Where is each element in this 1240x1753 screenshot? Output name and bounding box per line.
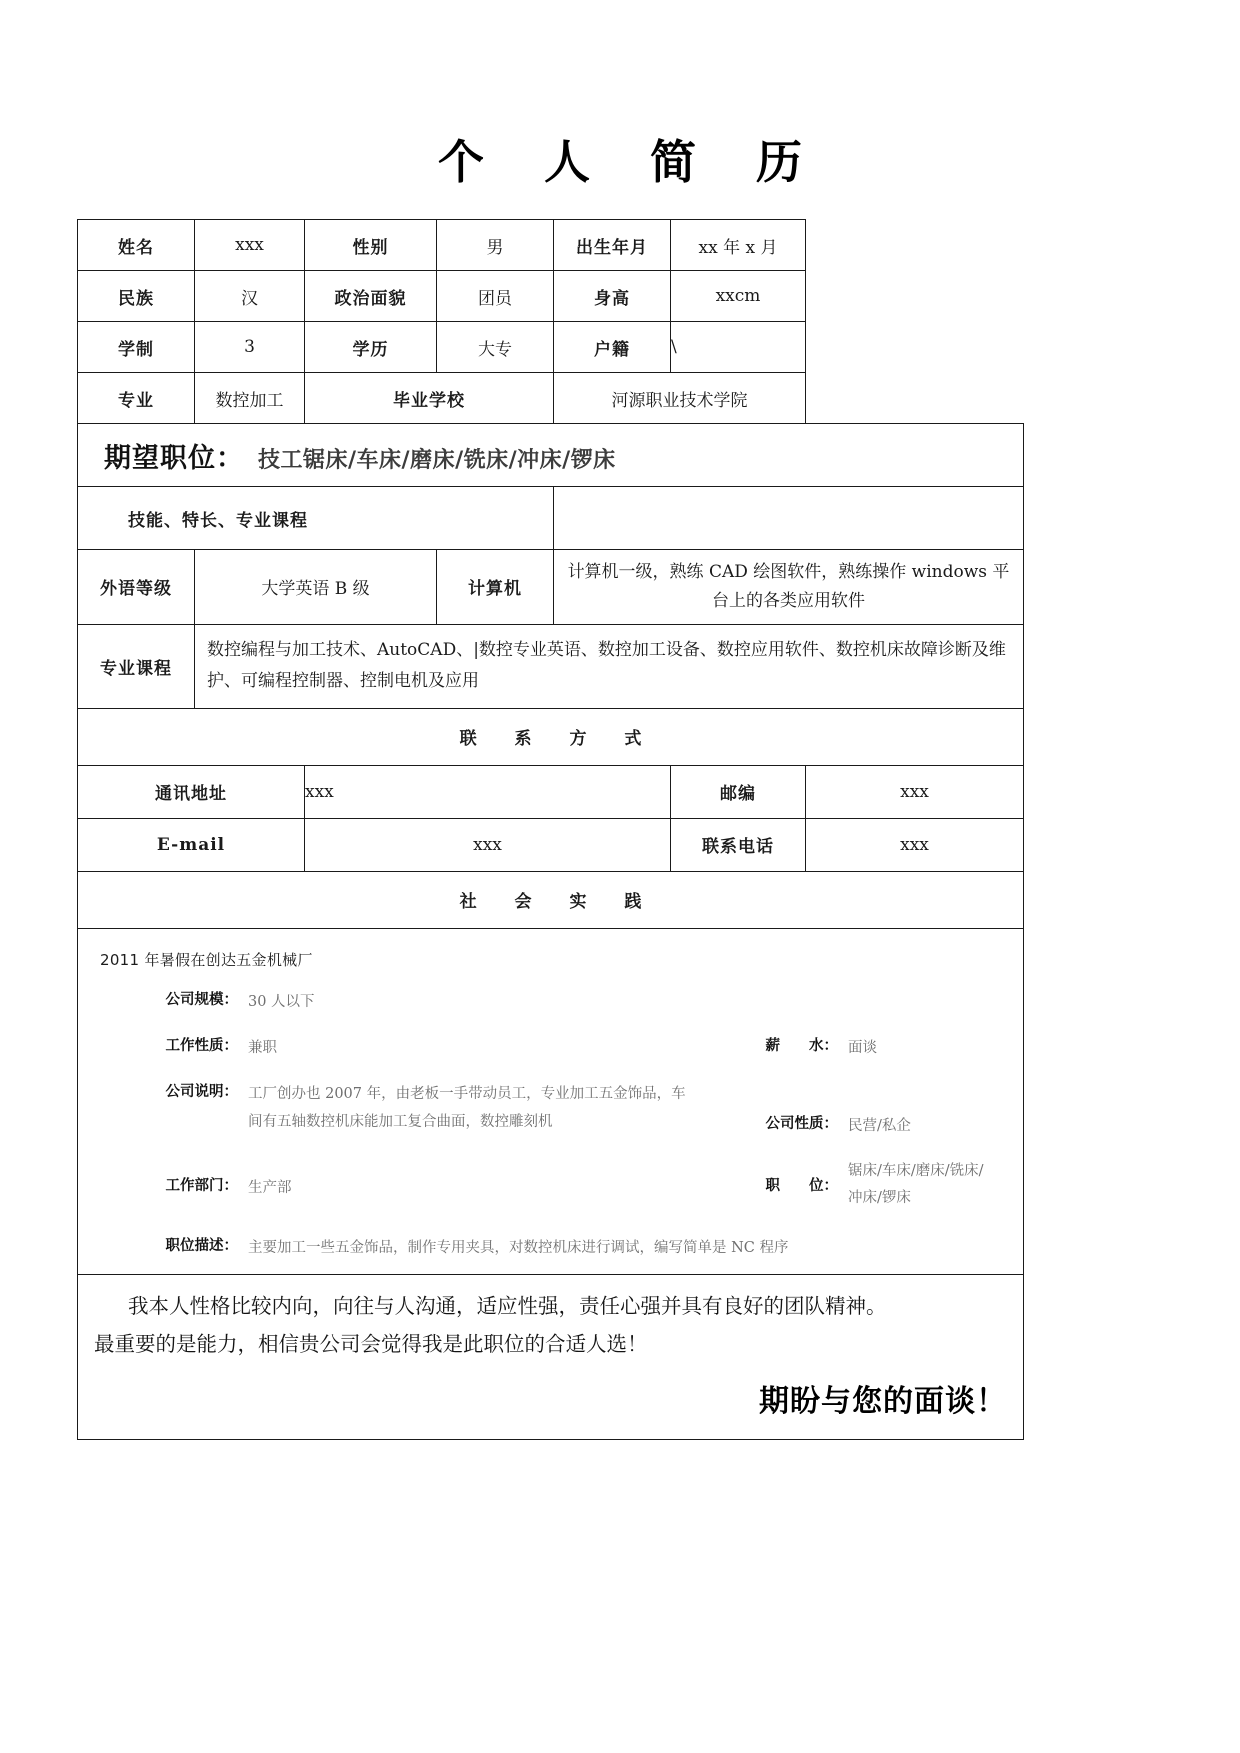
practice-details: [78, 928, 1024, 1275]
gender-label: 性别: [305, 220, 437, 271]
job-desc-label: 职位描述：: [165, 1238, 238, 1255]
name-label: 姓名: [78, 220, 195, 271]
email-label: E-mail: [78, 818, 305, 871]
residence-label: 户籍: [554, 322, 671, 373]
position-value: 锯床/车床/磨床/铣床/冲床/锣床: [848, 1163, 984, 1207]
major-value: 数控加工: [195, 373, 305, 424]
phone-value: xxx: [806, 818, 1024, 871]
position-label: 职 位：: [765, 1178, 838, 1195]
table-row: [78, 1275, 1024, 1440]
job-desc-value: 主要加工一些五金饰品，制作专用夹具，对数控机床进行调试，编写简单是 NC 程序: [248, 1240, 789, 1257]
job-nature-label: 工作性质：: [165, 1037, 238, 1054]
company-type-value: 民营/私企: [848, 1118, 911, 1135]
height-value: xxcm: [671, 271, 806, 322]
schooling-length-label: 学制: [78, 322, 195, 373]
school-label: 毕业学校: [305, 373, 554, 424]
practice-field-company-size: [78, 988, 1023, 1016]
birth-value: xx 年 x 月: [671, 220, 806, 271]
name-value: xxx: [195, 220, 305, 271]
table-row: [78, 765, 1024, 818]
practice-section-heading: 社 会 实 践: [78, 871, 1024, 928]
address-value: xxx: [305, 765, 671, 818]
salary-value: 面谈: [848, 1039, 877, 1056]
company-desc-value: 工厂创办也 2007 年，由老板一手带动员工，专业加工五金饰品，车间有五轴数控机床能加工复合曲面，数控雕刻机: [248, 1086, 686, 1131]
contact-section-heading: 联 系 方 式: [78, 708, 1024, 765]
postcode-label: 邮编: [671, 765, 806, 818]
closing-line-2: 最重要的是能力，相信贵公司会觉得我是此职位的合适人选！: [94, 1332, 648, 1357]
table-row: [78, 871, 1024, 928]
ethnicity-value: 汉: [195, 271, 305, 322]
company-size-value: 30 人以下: [248, 993, 315, 1010]
practice-field-department: [78, 1158, 1023, 1212]
computer-value: 计算机一级，熟练 CAD 绘图软件，熟练操作 windows 平台上的各类应用软件: [554, 550, 1024, 625]
foreign-language-value: 大学英语 B 级: [195, 550, 437, 625]
resume-table: [77, 219, 1024, 1440]
practice-field-job-nature: [78, 1034, 1023, 1062]
political-status-label: 政治面貌: [305, 271, 437, 322]
table-row: [78, 818, 1024, 871]
table-row: [78, 708, 1024, 765]
page-title: 个 人 简 历: [437, 135, 825, 189]
email-value: xxx: [305, 818, 671, 871]
table-row: [78, 928, 1024, 1275]
company-size-label: 公司规模：: [165, 991, 238, 1008]
birth-label: 出生年月: [554, 220, 671, 271]
skills-section-heading: 技能、特长、专业课程: [78, 487, 554, 550]
skills-heading-blank: [554, 487, 1024, 550]
practice-field-company-desc: [78, 1080, 1023, 1140]
courses-value: 数控编程与加工技术、AutoCAD、|数控专业英语、数控加工设备、数控应用软件、数控机床故障诊断及维护、可编程控制器、控制电机及应用: [195, 624, 1024, 708]
job-nature-value: 兼职: [248, 1039, 277, 1056]
courses-label: 专业课程: [78, 624, 195, 708]
company-desc-label: 公司说明：: [165, 1084, 238, 1101]
school-value: 河源职业技术学院: [554, 373, 806, 424]
education-value: 大专: [437, 322, 554, 373]
department-value: 生产部: [248, 1180, 292, 1197]
residence-value: \: [671, 322, 806, 373]
expected-position-row: [78, 424, 1024, 487]
closing-final-line: 期盼与您的面谈！: [759, 1383, 1007, 1419]
schooling-length-value: 3: [195, 322, 305, 373]
phone-label: 联系电话: [671, 818, 806, 871]
department-label: 工作部门：: [165, 1178, 238, 1195]
ethnicity-label: 民族: [78, 271, 195, 322]
table-row: [78, 487, 1024, 550]
education-label: 学历: [305, 322, 437, 373]
major-label: 专业: [78, 373, 195, 424]
gender-value: 男: [437, 220, 554, 271]
practice-entry-title: 2011 年暑假在创达五金机械厂: [100, 950, 313, 969]
height-label: 身高: [554, 271, 671, 322]
postcode-value: xxx: [806, 765, 1024, 818]
expected-position-label: 期望职位：: [104, 442, 244, 474]
closing-line-1: 我本人性格比较内向，向往与人沟通，适应性强，责任心强并具有良好的团队精神。: [128, 1294, 887, 1319]
computer-label: 计算机: [437, 550, 554, 625]
salary-label: 薪 水：: [765, 1037, 838, 1054]
address-label: 通讯地址: [78, 765, 305, 818]
company-type-label: 公司性质：: [765, 1116, 838, 1133]
political-status-value: 团员: [437, 271, 554, 322]
table-row: [78, 220, 1024, 271]
expected-position-value: 技工锯床/车床/磨床/铣床/冲床/锣床: [258, 447, 616, 473]
practice-field-job-desc: [78, 1234, 1023, 1262]
table-row: [78, 624, 1024, 708]
closing-statement: [78, 1275, 1024, 1440]
table-row: [78, 550, 1024, 625]
table-row: [78, 424, 1024, 487]
foreign-language-label: 外语等级: [78, 550, 195, 625]
photo-placeholder: [806, 220, 1024, 424]
